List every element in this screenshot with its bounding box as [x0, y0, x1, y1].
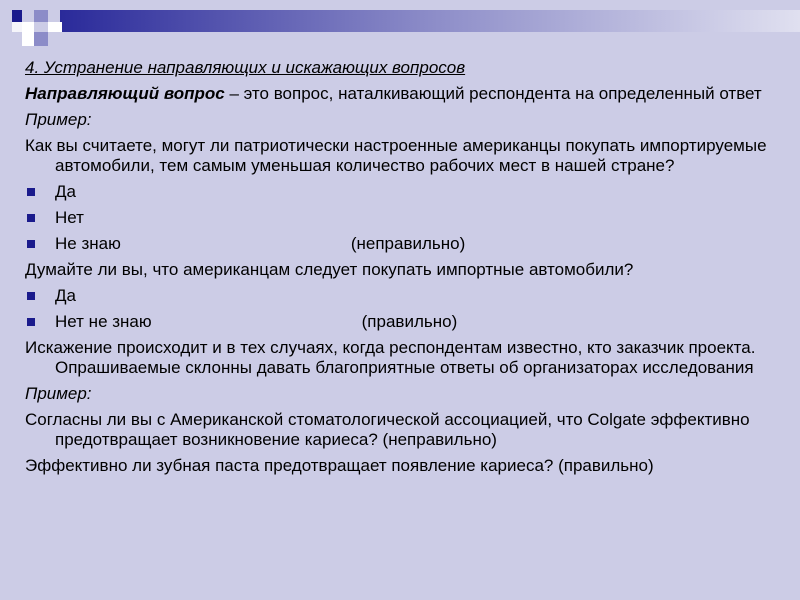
q2-note: (правильно) — [361, 312, 458, 331]
slide-title: 4. Устранение направляющих и искажающих вопросов — [25, 58, 466, 77]
example-label-1: Пример: — [25, 110, 92, 129]
q2-option-yes: Да — [25, 286, 785, 306]
definition — [25, 84, 785, 104]
question-2: Думайте ли вы, что американцам следует покупать импортные автомобили? — [25, 260, 634, 279]
bullet-square-icon — [27, 240, 35, 248]
q2-option-no-dontknow: Нет не знаю (правильно) — [25, 312, 785, 332]
bullet-square-icon — [27, 318, 35, 326]
bullet-square-icon — [27, 292, 35, 300]
question-1: Как вы считаете, могут ли патриотически настроенные американцы покупать импортируемые автомобили, тем самым уменьшая количество рабочих мест в нашей стране? — [25, 136, 767, 175]
q1-option-no: Нет — [25, 208, 785, 228]
q1-option-yes: Да — [25, 182, 785, 202]
slide-body — [25, 58, 785, 482]
example-label-2: Пример: — [25, 384, 92, 403]
bullet-square-icon — [27, 188, 35, 196]
example-question-2: Эффективно ли зубная паста предотвращает появление кариеса? (правильно) — [25, 456, 654, 475]
definition-term: Направляющий вопрос — [25, 84, 225, 103]
definition-text: – это вопрос, наталкивающий респондента на определенный ответ — [224, 84, 762, 103]
example-question-1: Согласны ли вы с Американской стоматологической ассоциацией, что Colgate эффективно предотвращает возникновение кариеса? (неправильно) — [25, 410, 750, 449]
distortion-text: Искажение происходит и в тех случаях, когда респондентам известно, кто заказчик проекта. Опрашиваемые склонны давать благоприятные ответы об организаторах исследования — [25, 338, 756, 377]
header-decoration — [0, 0, 800, 60]
q1-option-dontknow: Не знаю (неправильно) — [25, 234, 785, 254]
q1-note: (неправильно) — [350, 234, 466, 253]
bullet-square-icon — [27, 214, 35, 222]
